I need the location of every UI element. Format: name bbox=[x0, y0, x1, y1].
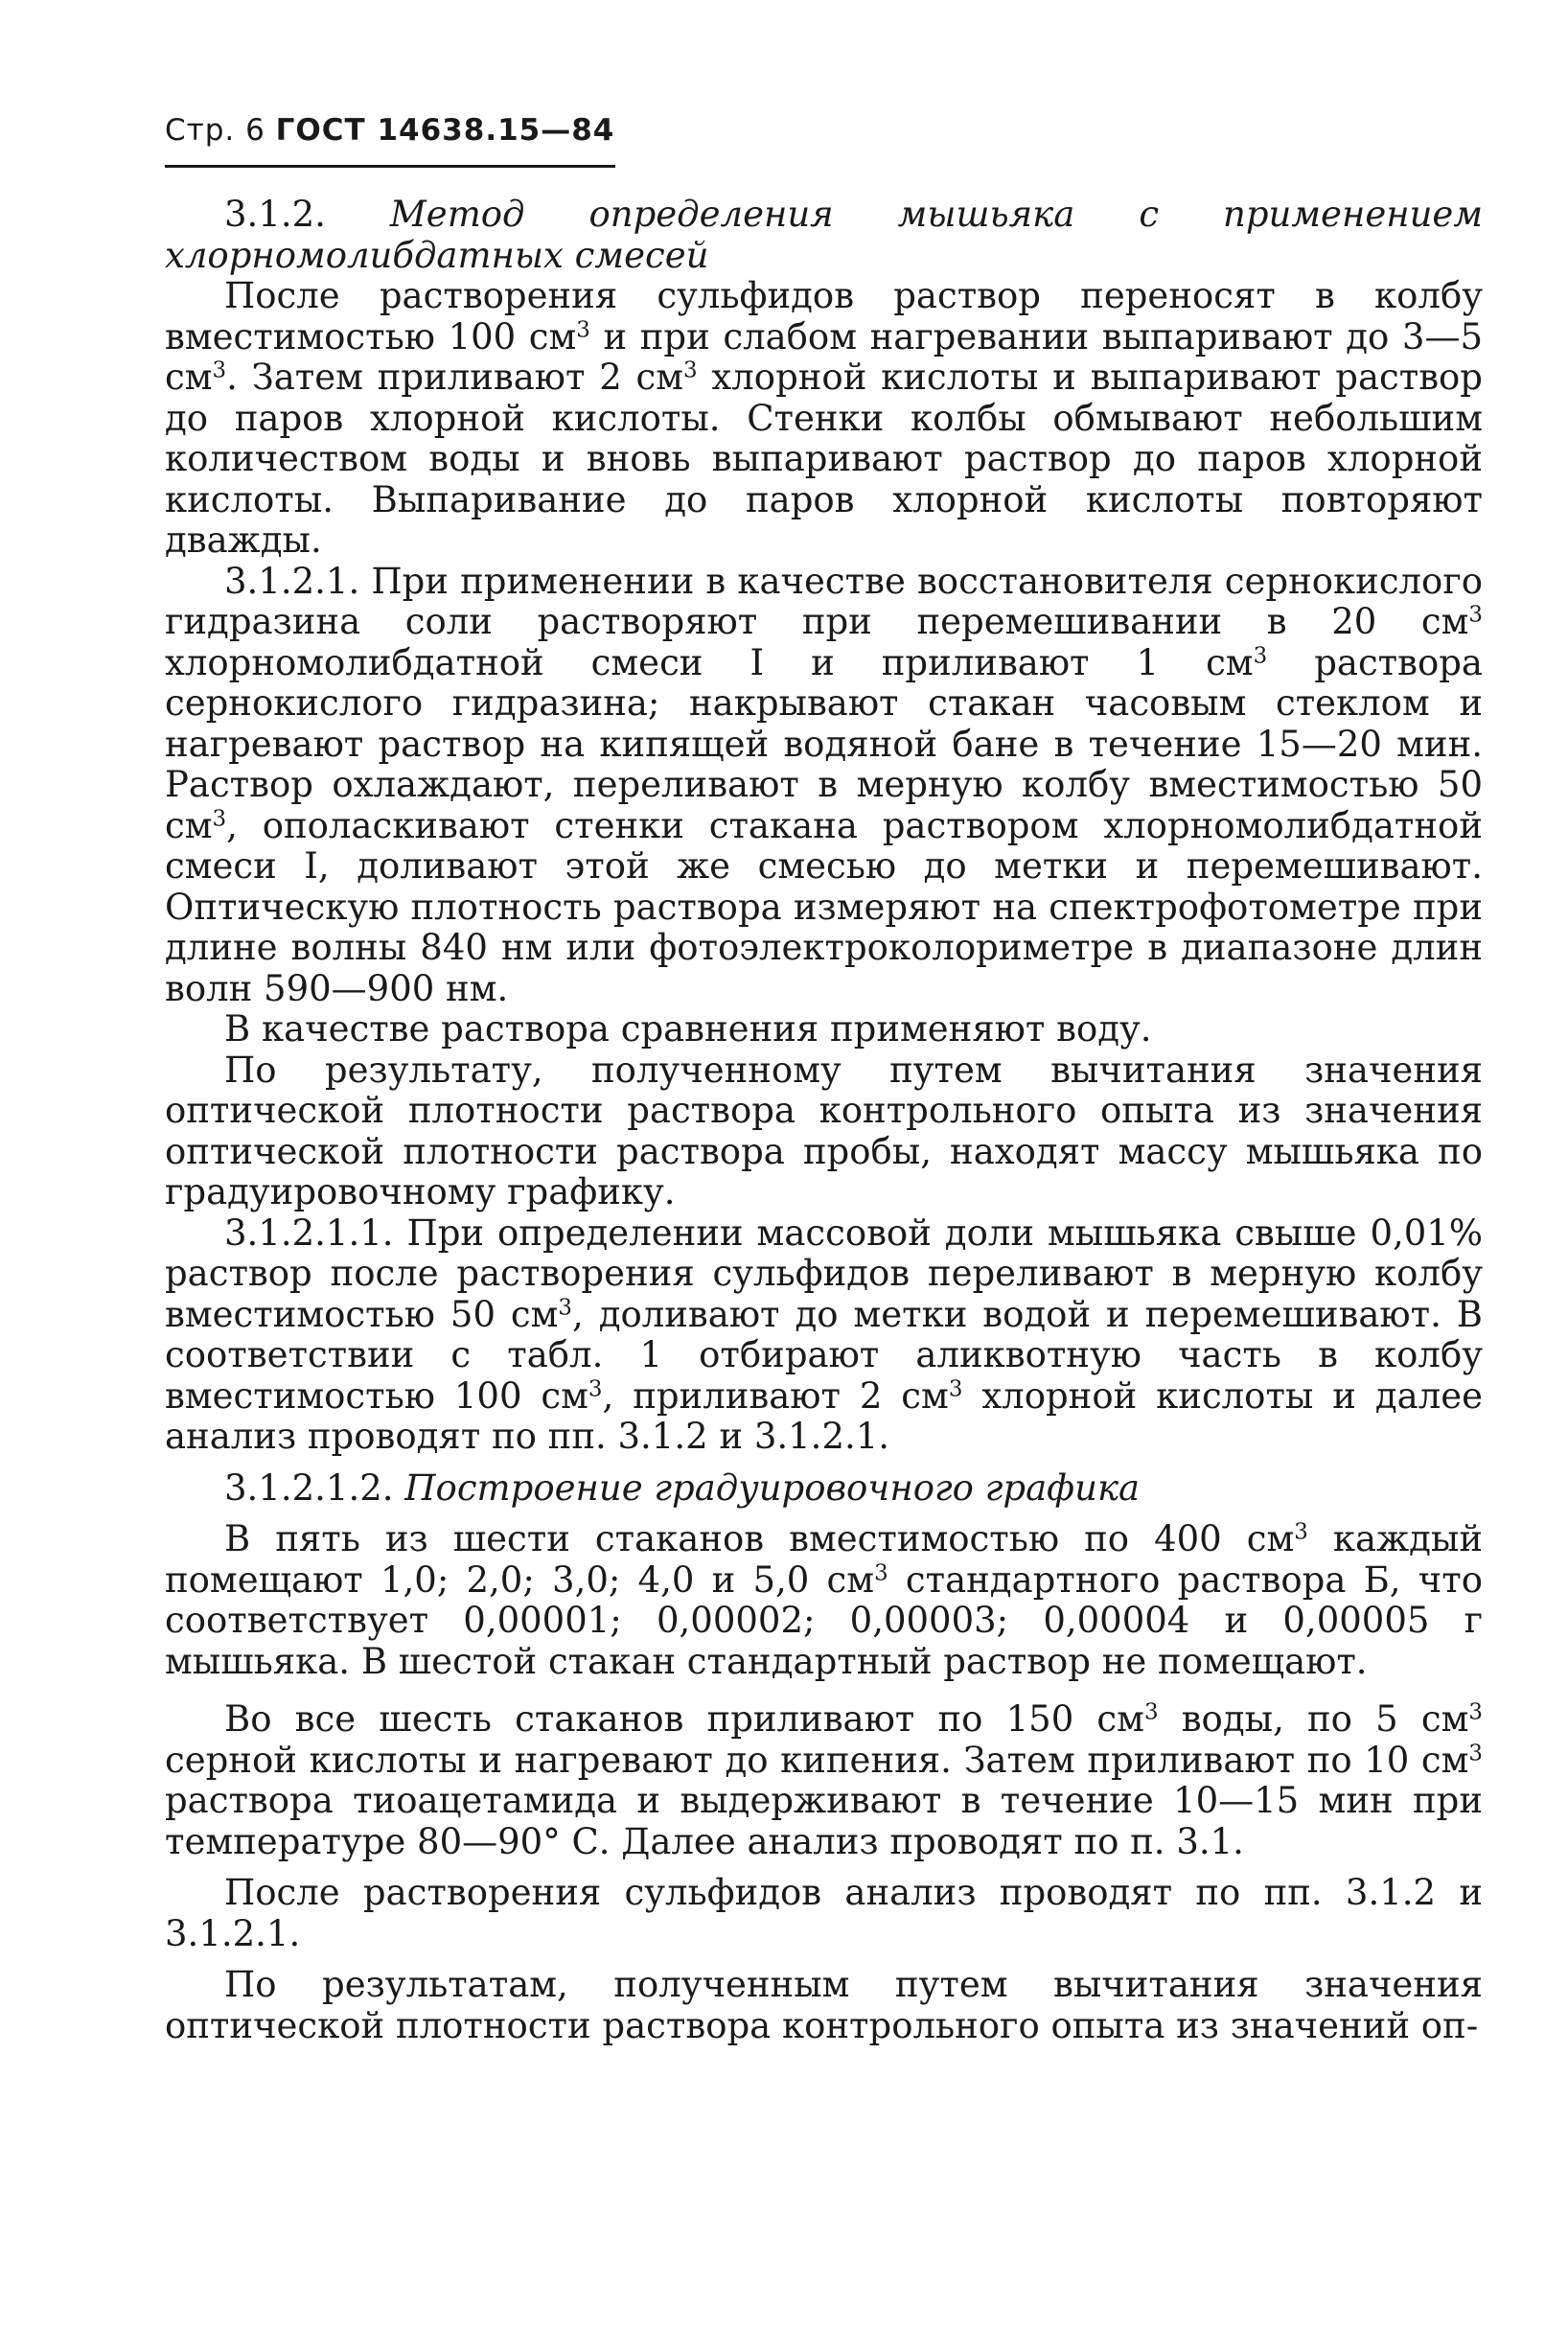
section-title: Метод определения мышьяка с применением хлорномолибдатных смесей bbox=[165, 194, 1483, 276]
paragraph-3-1-2-1: 3.1.2.1. При применении в качестве восстановителя сернокислого гидразина соли растворяют при перемешивании в 20 $см^3$ хлорномолибдатной смеси I и приливают 1 $см^3$ раствора сернокислого гидразина; накрывают стакан часовым стеклом и нагревают раствор на кипящей водяной бане в течение 15—20 мин. Раствор охлаждают, переливают в мерную колбу вместимостью 50 $см^3$, ополаскивают стенки стакана раствором хлорномолибдатной смеси I, доливают этой же смесью до метки и перемешивают. Оптическую плотность раствора измеряют на спектрофотометре при длине волны 840 нм или фотоэлектроколориметре в диапазоне длин волн 590—900 нм. bbox=[165, 560, 1483, 1009]
section-heading-3-1-2-1-2 bbox=[165, 1468, 1483, 1510]
section-title: Построение градуировочного графика bbox=[404, 1466, 1141, 1509]
section-number: 3.1.2. bbox=[224, 194, 326, 235]
gost-code: ГОСТ 14638.15—84 bbox=[275, 113, 615, 148]
paragraph: После растворения сульфидов анализ проводят по пп. 3.1.2 и 3.1.2.1. bbox=[165, 1872, 1483, 1954]
paragraph: По результату, полученному путем вычитания значения оптической плотности раствора контрольного опыта из значения оптической плотности раствора пробы, находят массу мышьяка по градуировочному графику. bbox=[165, 1049, 1483, 1212]
header-divider bbox=[165, 165, 615, 168]
paragraph: По результатам, полученным путем вычитания значения оптической плотности раствора контрольного опыта из значений оп- bbox=[165, 1964, 1483, 2046]
document-body bbox=[165, 195, 1483, 2046]
paragraph: После растворения сульфидов раствор переносят в колбу вместимостью 100 $см^3$ и при слабом нагревании выпаривают до 3—5 $см^3$. Затем приливают 2 $см^3$ хлорной кислоты и выпаривают раствор до паров хлорной кислоты. Стенки колбы обмывают небольшим количеством воды и вновь выпаривают раствор до паров хлорной кислоты. Выпаривание до паров хлорной кислоты повторяют дважды. bbox=[165, 275, 1483, 561]
page-number: Стр. 6 bbox=[165, 113, 265, 148]
page-header bbox=[165, 113, 614, 148]
paragraph: В качестве раствора сравнения применяют воду. bbox=[224, 1008, 1152, 1050]
section-heading-3-1-2 bbox=[165, 195, 1483, 276]
paragraph: Во все шесть стаканов приливают по 150 $см^3$ воды, по 5 $см^3$ серной кислоты и нагревают до кипения. Затем приливают по 10 $см^3$ раствора тиоацетамида и выдерживают в течение 10—15 мин при температуре 80—90° С. Далее анализ проводят по п. 3.1. bbox=[165, 1698, 1483, 1862]
paragraph: В пять из шести стаканов вместимостью по 400 $см^3$ каждый помещают 1,0; 2,0; 3,0; 4,0 и 5,0 $см^3$ стандартного раствора Б, что соответствует 0,00001; 0,00002; 0,00003; 0,00004 и 0,00005 г мышьяка. В шестой стакан стандартный раствор не помещают. bbox=[165, 1518, 1484, 1682]
paragraph-3-1-2-1-1: 3.1.2.1.1. При определении массовой доли мышьяка свыше 0,01% раствор после растворения сульфидов переливают в мерную колбу вместимостью 50 $см^3$, доливают до метки водой и перемешивают. В соответствии с табл. 1 отбирают аликвотную часть в колбу вместимостью 100 $см^3$, приливают 2 $см^3$ хлорной кислоты и далее анализ проводят по пп. 3.1.2 и 3.1.2.1. bbox=[165, 1212, 1483, 1457]
section-number: 3.1.2.1.2. bbox=[224, 1466, 394, 1509]
